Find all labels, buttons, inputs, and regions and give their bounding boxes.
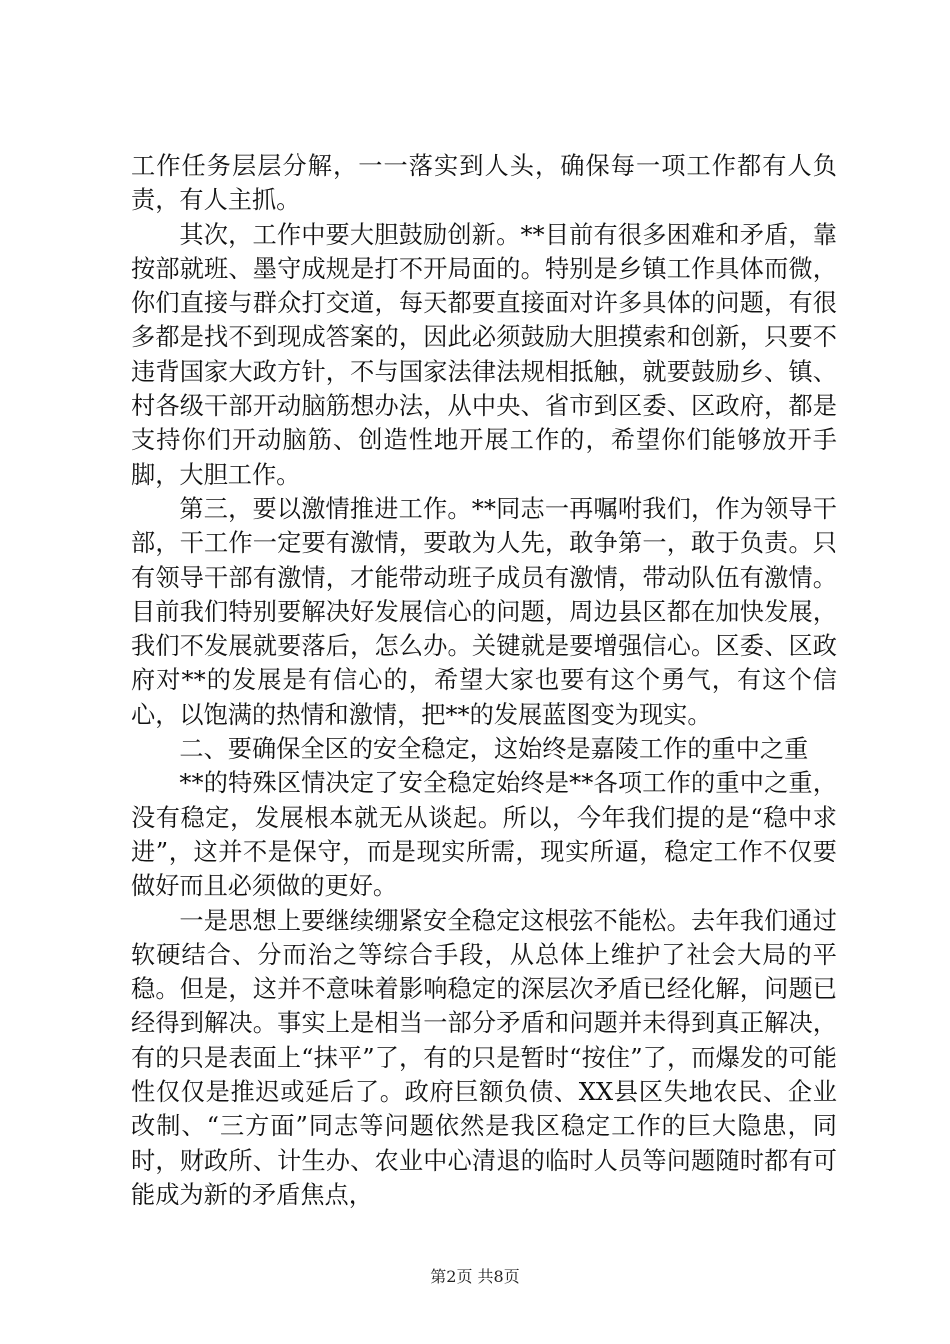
paragraph-continuation: 工作任务层层分解，一一落实到人头，确保每一项工作都有人负责，有人主抓。	[131, 152, 837, 215]
paragraph-passion: 第三，要以激情推进工作。**同志一再嘱咐我们，作为领导干部，干工作一定要有激情，要敢为人先，敢争第一，敢于负责。只有领导干部有激情，才能带动班子成员有激情，带动队伍有激情。目前我们特别要解决好发展信心的问题，周边县区都在加快发展，我们不发展就要落后，怎么办。关键就是要增强信心。区委、区政府对**的发展是有信心的，希望大家也要有这个勇气，有这个信心，以饱满的热情和激情，把**的发展蓝图变为现实。	[131, 494, 837, 729]
section-heading-stability: 二、要确保全区的安全稳定，这始终是嘉陵工作的重中之重	[179, 735, 809, 764]
document-body	[131, 149, 837, 1212]
page-number-footer: 第2页 共8页	[430, 1267, 520, 1286]
paragraph-innovation: 其次，工作中要大胆鼓励创新。**目前有很多困难和矛盾，靠按部就班、墨守成规是打不开局面的。特别是乡镇工作具体而微，你们直接与群众打交道，每天都要直接面对许多具体的问题，有很多都是找不到现成答案的，因此必须鼓励大胆摸索和创新，只要不违背国家大政方针，不与国家法律法规相抵触，就要鼓励乡、镇、村各级干部开动脑筋想办法，从中央、省市到区委、区政府，都是支持你们开动脑筋、创造性地开展工作的，希望你们能够放开手脚，大胆工作。	[131, 220, 837, 489]
paragraph-stability-priority: **的特殊区情决定了安全稳定始终是**各项工作的重中之重，没有稳定，发展根本就无从谈起。所以，今年我们提的是“稳中求进”，这并不是保守，而是现实所需，现实所逼，稳定工作不仅要做好而且必须做的更好。	[131, 769, 837, 901]
paragraph-stability-mindset: 一是思想上要继续绷紧安全稳定这根弦不能松。去年我们通过软硬结合、分而治之等综合手段，从总体上维护了社会大局的平稳。但是，这并不意味着影响稳定的深层次矛盾已经化解，问题已经得到解决。事实上是相当一部分矛盾和问题并未得到真正解决，有的只是表面上“抹平”了，有的只是暂时“按住”了，而爆发的可能性仅仅是推迟或延后了。政府巨额负债、XX县区失地农民、企业改制、“三方面”同志等问题依然是我区稳定工作的巨大隐患，同时，财政所、计生办、农业中心清退的临时人员等问题随时都有可能成为新的矛盾焦点，	[131, 906, 837, 1209]
